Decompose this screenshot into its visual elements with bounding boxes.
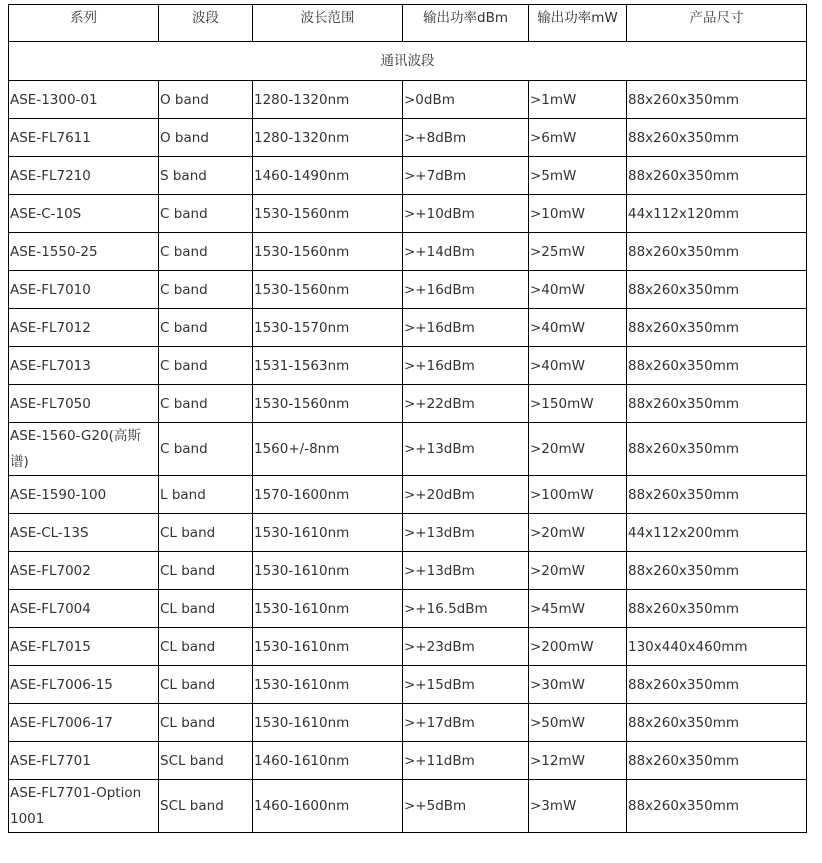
header-band: 波段 bbox=[159, 5, 253, 42]
cell-series: ASE-FL7006-15 bbox=[9, 666, 159, 704]
cell-wavelength-range: 1570-1600nm bbox=[253, 476, 403, 514]
cell-output-power-mw: >25mW bbox=[529, 233, 627, 271]
cell-product-size: 44x112x200mm bbox=[627, 514, 807, 552]
cell-wavelength-range: 1530-1570nm bbox=[253, 309, 403, 347]
cell-output-power-mw: >20mW bbox=[529, 423, 627, 476]
table-row bbox=[9, 81, 807, 119]
table-header bbox=[9, 5, 807, 42]
cell-band: CL band bbox=[159, 590, 253, 628]
cell-product-size: 88x260x350mm bbox=[627, 233, 807, 271]
cell-output-power-mw: >3mW bbox=[529, 780, 627, 833]
header-product-size: 产品尺寸 bbox=[627, 5, 807, 42]
cell-wavelength-range: 1460-1610nm bbox=[253, 742, 403, 780]
cell-series: ASE-1300-01 bbox=[9, 81, 159, 119]
cell-output-power-dbm: >0dBm bbox=[403, 81, 529, 119]
cell-product-size: 88x260x350mm bbox=[627, 476, 807, 514]
cell-band: L band bbox=[159, 476, 253, 514]
cell-band: C band bbox=[159, 423, 253, 476]
header-series: 系列 bbox=[9, 5, 159, 42]
cell-band: C band bbox=[159, 385, 253, 423]
cell-wavelength-range: 1460-1490nm bbox=[253, 157, 403, 195]
table-row bbox=[9, 157, 807, 195]
cell-output-power-dbm: >+20dBm bbox=[403, 476, 529, 514]
table-row bbox=[9, 309, 807, 347]
cell-output-power-mw: >200mW bbox=[529, 628, 627, 666]
cell-output-power-mw: >6mW bbox=[529, 119, 627, 157]
table-row bbox=[9, 742, 807, 780]
cell-output-power-dbm: >+13dBm bbox=[403, 514, 529, 552]
cell-band: O band bbox=[159, 119, 253, 157]
cell-wavelength-range: 1280-1320nm bbox=[253, 81, 403, 119]
cell-product-size: 88x260x350mm bbox=[627, 385, 807, 423]
cell-output-power-dbm: >+16.5dBm bbox=[403, 590, 529, 628]
cell-output-power-mw: >5mW bbox=[529, 157, 627, 195]
cell-output-power-mw: >12mW bbox=[529, 742, 627, 780]
cell-output-power-dbm: >+23dBm bbox=[403, 628, 529, 666]
cell-wavelength-range: 1280-1320nm bbox=[253, 119, 403, 157]
cell-wavelength-range: 1560+/-8nm bbox=[253, 423, 403, 476]
cell-series: ASE-CL-13S bbox=[9, 514, 159, 552]
cell-output-power-dbm: >+13dBm bbox=[403, 552, 529, 590]
cell-output-power-dbm: >+16dBm bbox=[403, 347, 529, 385]
cell-series: ASE-FL7611 bbox=[9, 119, 159, 157]
cell-output-power-mw: >40mW bbox=[529, 347, 627, 385]
cell-series: ASE-1550-25 bbox=[9, 233, 159, 271]
cell-band: C band bbox=[159, 309, 253, 347]
cell-wavelength-range: 1530-1610nm bbox=[253, 704, 403, 742]
cell-output-power-dbm: >+17dBm bbox=[403, 704, 529, 742]
cell-product-size: 88x260x350mm bbox=[627, 590, 807, 628]
cell-output-power-dbm: >+5dBm bbox=[403, 780, 529, 833]
cell-output-power-dbm: >+8dBm bbox=[403, 119, 529, 157]
cell-band: CL band bbox=[159, 514, 253, 552]
cell-band: C band bbox=[159, 347, 253, 385]
table-row bbox=[9, 233, 807, 271]
cell-output-power-dbm: >+14dBm bbox=[403, 233, 529, 271]
cell-band: CL band bbox=[159, 628, 253, 666]
cell-output-power-dbm: >+11dBm bbox=[403, 742, 529, 780]
cell-series: ASE-FL7013 bbox=[9, 347, 159, 385]
table-row bbox=[9, 423, 807, 476]
cell-product-size: 88x260x350mm bbox=[627, 704, 807, 742]
cell-series: ASE-FL7012 bbox=[9, 309, 159, 347]
cell-series: ASE-FL7015 bbox=[9, 628, 159, 666]
table-row bbox=[9, 704, 807, 742]
cell-product-size: 88x260x350mm bbox=[627, 666, 807, 704]
cell-series: ASE-C-10S bbox=[9, 195, 159, 233]
cell-output-power-mw: >20mW bbox=[529, 514, 627, 552]
cell-wavelength-range: 1530-1610nm bbox=[253, 552, 403, 590]
cell-product-size: 88x260x350mm bbox=[627, 552, 807, 590]
cell-output-power-mw: >30mW bbox=[529, 666, 627, 704]
header-wavelength-range: 波长范围 bbox=[253, 5, 403, 42]
cell-output-power-mw: >1mW bbox=[529, 81, 627, 119]
table-row bbox=[9, 628, 807, 666]
table-row bbox=[9, 476, 807, 514]
cell-wavelength-range: 1530-1560nm bbox=[253, 385, 403, 423]
cell-wavelength-range: 1530-1610nm bbox=[253, 666, 403, 704]
cell-band: C band bbox=[159, 233, 253, 271]
cell-product-size: 88x260x350mm bbox=[627, 423, 807, 476]
cell-band: SCL band bbox=[159, 780, 253, 833]
cell-product-size: 88x260x350mm bbox=[627, 780, 807, 833]
table-row bbox=[9, 347, 807, 385]
cell-output-power-dbm: >+16dBm bbox=[403, 271, 529, 309]
table-row bbox=[9, 119, 807, 157]
cell-output-power-mw: >10mW bbox=[529, 195, 627, 233]
cell-output-power-dbm: >+13dBm bbox=[403, 423, 529, 476]
cell-band: O band bbox=[159, 81, 253, 119]
cell-wavelength-range: 1530-1610nm bbox=[253, 628, 403, 666]
cell-band: SCL band bbox=[159, 742, 253, 780]
cell-product-size: 88x260x350mm bbox=[627, 81, 807, 119]
cell-output-power-mw: >40mW bbox=[529, 309, 627, 347]
cell-output-power-mw: >150mW bbox=[529, 385, 627, 423]
table-row bbox=[9, 385, 807, 423]
cell-wavelength-range: 1530-1560nm bbox=[253, 195, 403, 233]
cell-product-size: 88x260x350mm bbox=[627, 347, 807, 385]
cell-series: ASE-FL7701 bbox=[9, 742, 159, 780]
table-row bbox=[9, 590, 807, 628]
cell-band: CL band bbox=[159, 552, 253, 590]
cell-wavelength-range: 1530-1560nm bbox=[253, 233, 403, 271]
header-row bbox=[9, 5, 807, 42]
cell-series: ASE-FL7050 bbox=[9, 385, 159, 423]
cell-output-power-dbm: >+16dBm bbox=[403, 309, 529, 347]
cell-output-power-dbm: >+7dBm bbox=[403, 157, 529, 195]
section-title: 通讯波段 bbox=[9, 42, 807, 81]
cell-wavelength-range: 1530-1560nm bbox=[253, 271, 403, 309]
cell-output-power-dbm: >+10dBm bbox=[403, 195, 529, 233]
cell-output-power-dbm: >+15dBm bbox=[403, 666, 529, 704]
table-row bbox=[9, 195, 807, 233]
cell-band: S band bbox=[159, 157, 253, 195]
cell-series: ASE-FL7006-17 bbox=[9, 704, 159, 742]
table-row bbox=[9, 514, 807, 552]
table-body bbox=[9, 42, 807, 833]
table-row bbox=[9, 271, 807, 309]
cell-output-power-mw: >45mW bbox=[529, 590, 627, 628]
cell-series: ASE-FL7004 bbox=[9, 590, 159, 628]
cell-product-size: 88x260x350mm bbox=[627, 271, 807, 309]
cell-output-power-mw: >20mW bbox=[529, 552, 627, 590]
cell-band: C band bbox=[159, 195, 253, 233]
header-output-power-mw: 输出功率mW bbox=[529, 5, 627, 42]
cell-output-power-mw: >40mW bbox=[529, 271, 627, 309]
table-row bbox=[9, 666, 807, 704]
table-row bbox=[9, 552, 807, 590]
cell-band: CL band bbox=[159, 704, 253, 742]
cell-output-power-mw: >50mW bbox=[529, 704, 627, 742]
cell-series: ASE-FL7002 bbox=[9, 552, 159, 590]
cell-wavelength-range: 1531-1563nm bbox=[253, 347, 403, 385]
cell-product-size: 130x440x460mm bbox=[627, 628, 807, 666]
cell-series: ASE-FL7010 bbox=[9, 271, 159, 309]
cell-wavelength-range: 1460-1600nm bbox=[253, 780, 403, 833]
cell-output-power-mw: >100mW bbox=[529, 476, 627, 514]
cell-series: ASE-1590-100 bbox=[9, 476, 159, 514]
header-output-power-dbm: 输出功率dBm bbox=[403, 5, 529, 42]
cell-output-power-dbm: >+22dBm bbox=[403, 385, 529, 423]
cell-product-size: 88x260x350mm bbox=[627, 157, 807, 195]
section-row bbox=[9, 42, 807, 81]
cell-product-size: 88x260x350mm bbox=[627, 119, 807, 157]
cell-series: ASE-1560-G20(高斯谱) bbox=[9, 423, 159, 476]
table-row bbox=[9, 780, 807, 833]
cell-band: CL band bbox=[159, 666, 253, 704]
cell-wavelength-range: 1530-1610nm bbox=[253, 514, 403, 552]
cell-product-size: 88x260x350mm bbox=[627, 309, 807, 347]
cell-series: ASE-FL7210 bbox=[9, 157, 159, 195]
cell-series: ASE-FL7701-Option 1001 bbox=[9, 780, 159, 833]
cell-product-size: 88x260x350mm bbox=[627, 742, 807, 780]
spec-table bbox=[8, 4, 807, 833]
cell-band: C band bbox=[159, 271, 253, 309]
cell-product-size: 44x112x120mm bbox=[627, 195, 807, 233]
cell-wavelength-range: 1530-1610nm bbox=[253, 590, 403, 628]
